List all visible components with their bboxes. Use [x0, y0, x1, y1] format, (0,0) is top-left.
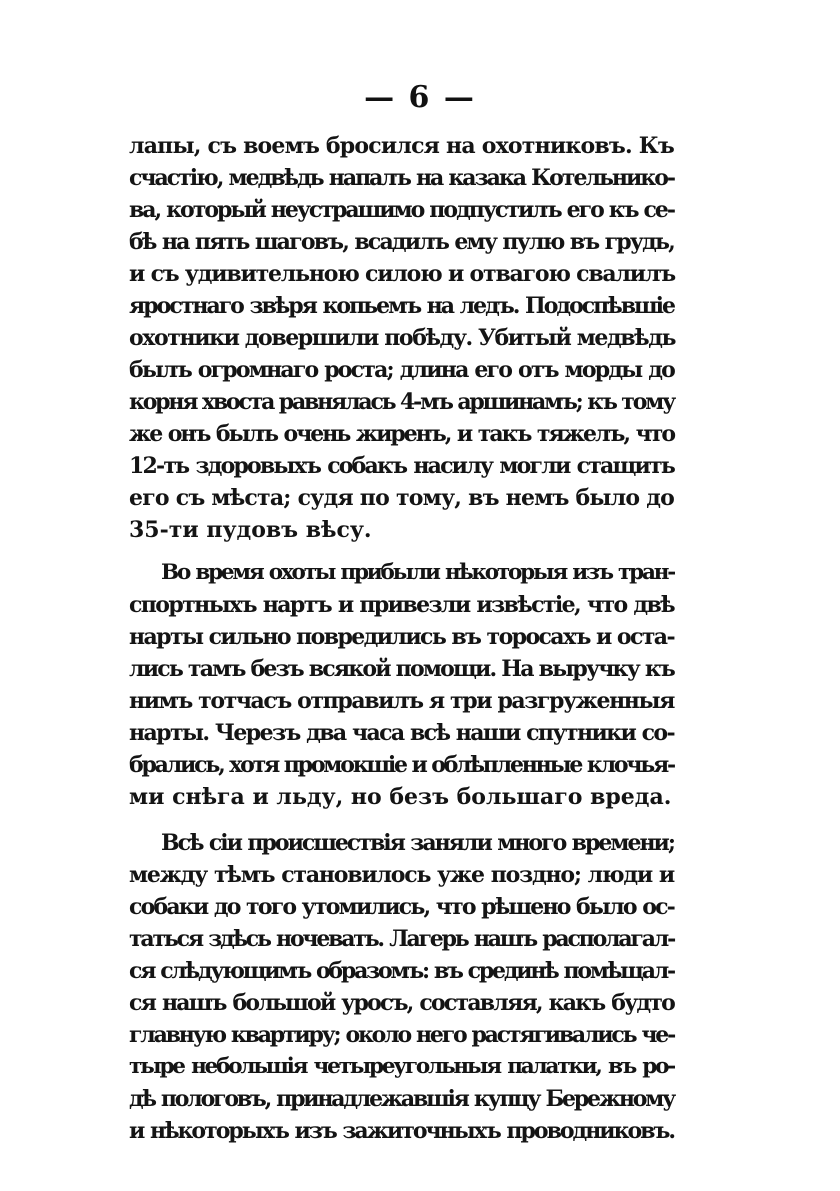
- paragraph-gap: [129, 546, 674, 557]
- text-line: ми снѣга и льду, но безъ большаго вреда.: [129, 784, 672, 810]
- text-line: бѣ на пять шаговъ, всадилъ ему пулю въ грудь,: [129, 229, 674, 255]
- text-line: лись тамъ безъ всякой помощи. На выручку къ: [129, 656, 674, 682]
- text-line: ва, который неустрашимо подпустилъ его къ се-: [129, 197, 674, 223]
- text-line: охотники довершили побѣду. Убитый медвѣдь: [129, 325, 676, 351]
- text-line: нарты сильно повредились въ торосахъ и оста-: [129, 624, 674, 650]
- text-line: и нѣкоторыхъ изъ зажиточныхъ проводниковъ.: [129, 1118, 674, 1144]
- text-line: таться здѣсь ночевать. Лагерь нашъ располагал-: [129, 926, 674, 952]
- text-line: 35-ти пудовъ вѣсу.: [129, 517, 372, 543]
- text-line: корня хвоста равнялась 4-мъ аршинамъ; къ тому: [129, 389, 674, 415]
- text-line: 12-ть здоровыхъ собакъ насилу могли стащить: [129, 453, 674, 479]
- text-line: былъ огромнаго роста; длина его отъ морды до: [129, 357, 674, 383]
- text-line: ся нашъ большой уросъ, составляя, какъ будто: [129, 990, 674, 1016]
- text-line: дѣ пологовъ, принадлежавшія купцу Бережному: [129, 1086, 674, 1112]
- text-line: лапы, съ воемъ бросился на охотниковъ. Къ: [129, 133, 674, 159]
- text-line: счастію, медвѣдь напалъ на казака Котельнико-: [129, 165, 674, 191]
- paragraph-3: [129, 827, 674, 1147]
- text-line: и съ удивительною силою и отвагою свалилъ: [129, 261, 675, 287]
- text-line: же онъ былъ очень жиренъ, и такъ тяжелъ, что: [129, 421, 674, 447]
- text-line: между тѣмъ становилось уже поздно; люди и: [129, 862, 674, 888]
- paragraph-gap: [129, 813, 674, 827]
- text-line: яростнаго звѣря копьемъ на ледъ. Подоспѣвшіе: [129, 293, 674, 319]
- text-line: его съ мѣста; судя по тому, въ немъ было до: [129, 485, 674, 511]
- text-line: Всѣ сіи происшествія заняли много времени;: [161, 830, 674, 856]
- text-line: ся слѣдующимъ образомъ: въ срединѣ помѣщал-: [129, 958, 674, 984]
- paragraph-2: [129, 557, 674, 813]
- text-line: нарты. Черезъ два часа всѣ наши спутники со-: [129, 720, 674, 746]
- text-line: спортныхъ нартъ и привезли извѣстіе, что двѣ: [129, 592, 674, 618]
- text-line: нимъ тотчасъ отправилъ я три разгруженныя: [129, 688, 674, 714]
- page-number: — 6 —: [364, 80, 476, 115]
- body-text: [129, 130, 674, 1147]
- text-line: главную квартиру; около него растягивались че-: [129, 1022, 674, 1048]
- text-line: собаки до того утомились, что рѣшено было ос-: [129, 894, 674, 920]
- text-line: Во время охоты прибыли нѣкоторыя изъ тран-: [161, 560, 674, 585]
- text-line: тыре небольшія четыреугольныя палатки, въ ро-: [129, 1054, 674, 1079]
- text-line: брались, хотя промокшіе и облѣпленные клочья-: [129, 752, 674, 778]
- paragraph-1: [129, 130, 674, 546]
